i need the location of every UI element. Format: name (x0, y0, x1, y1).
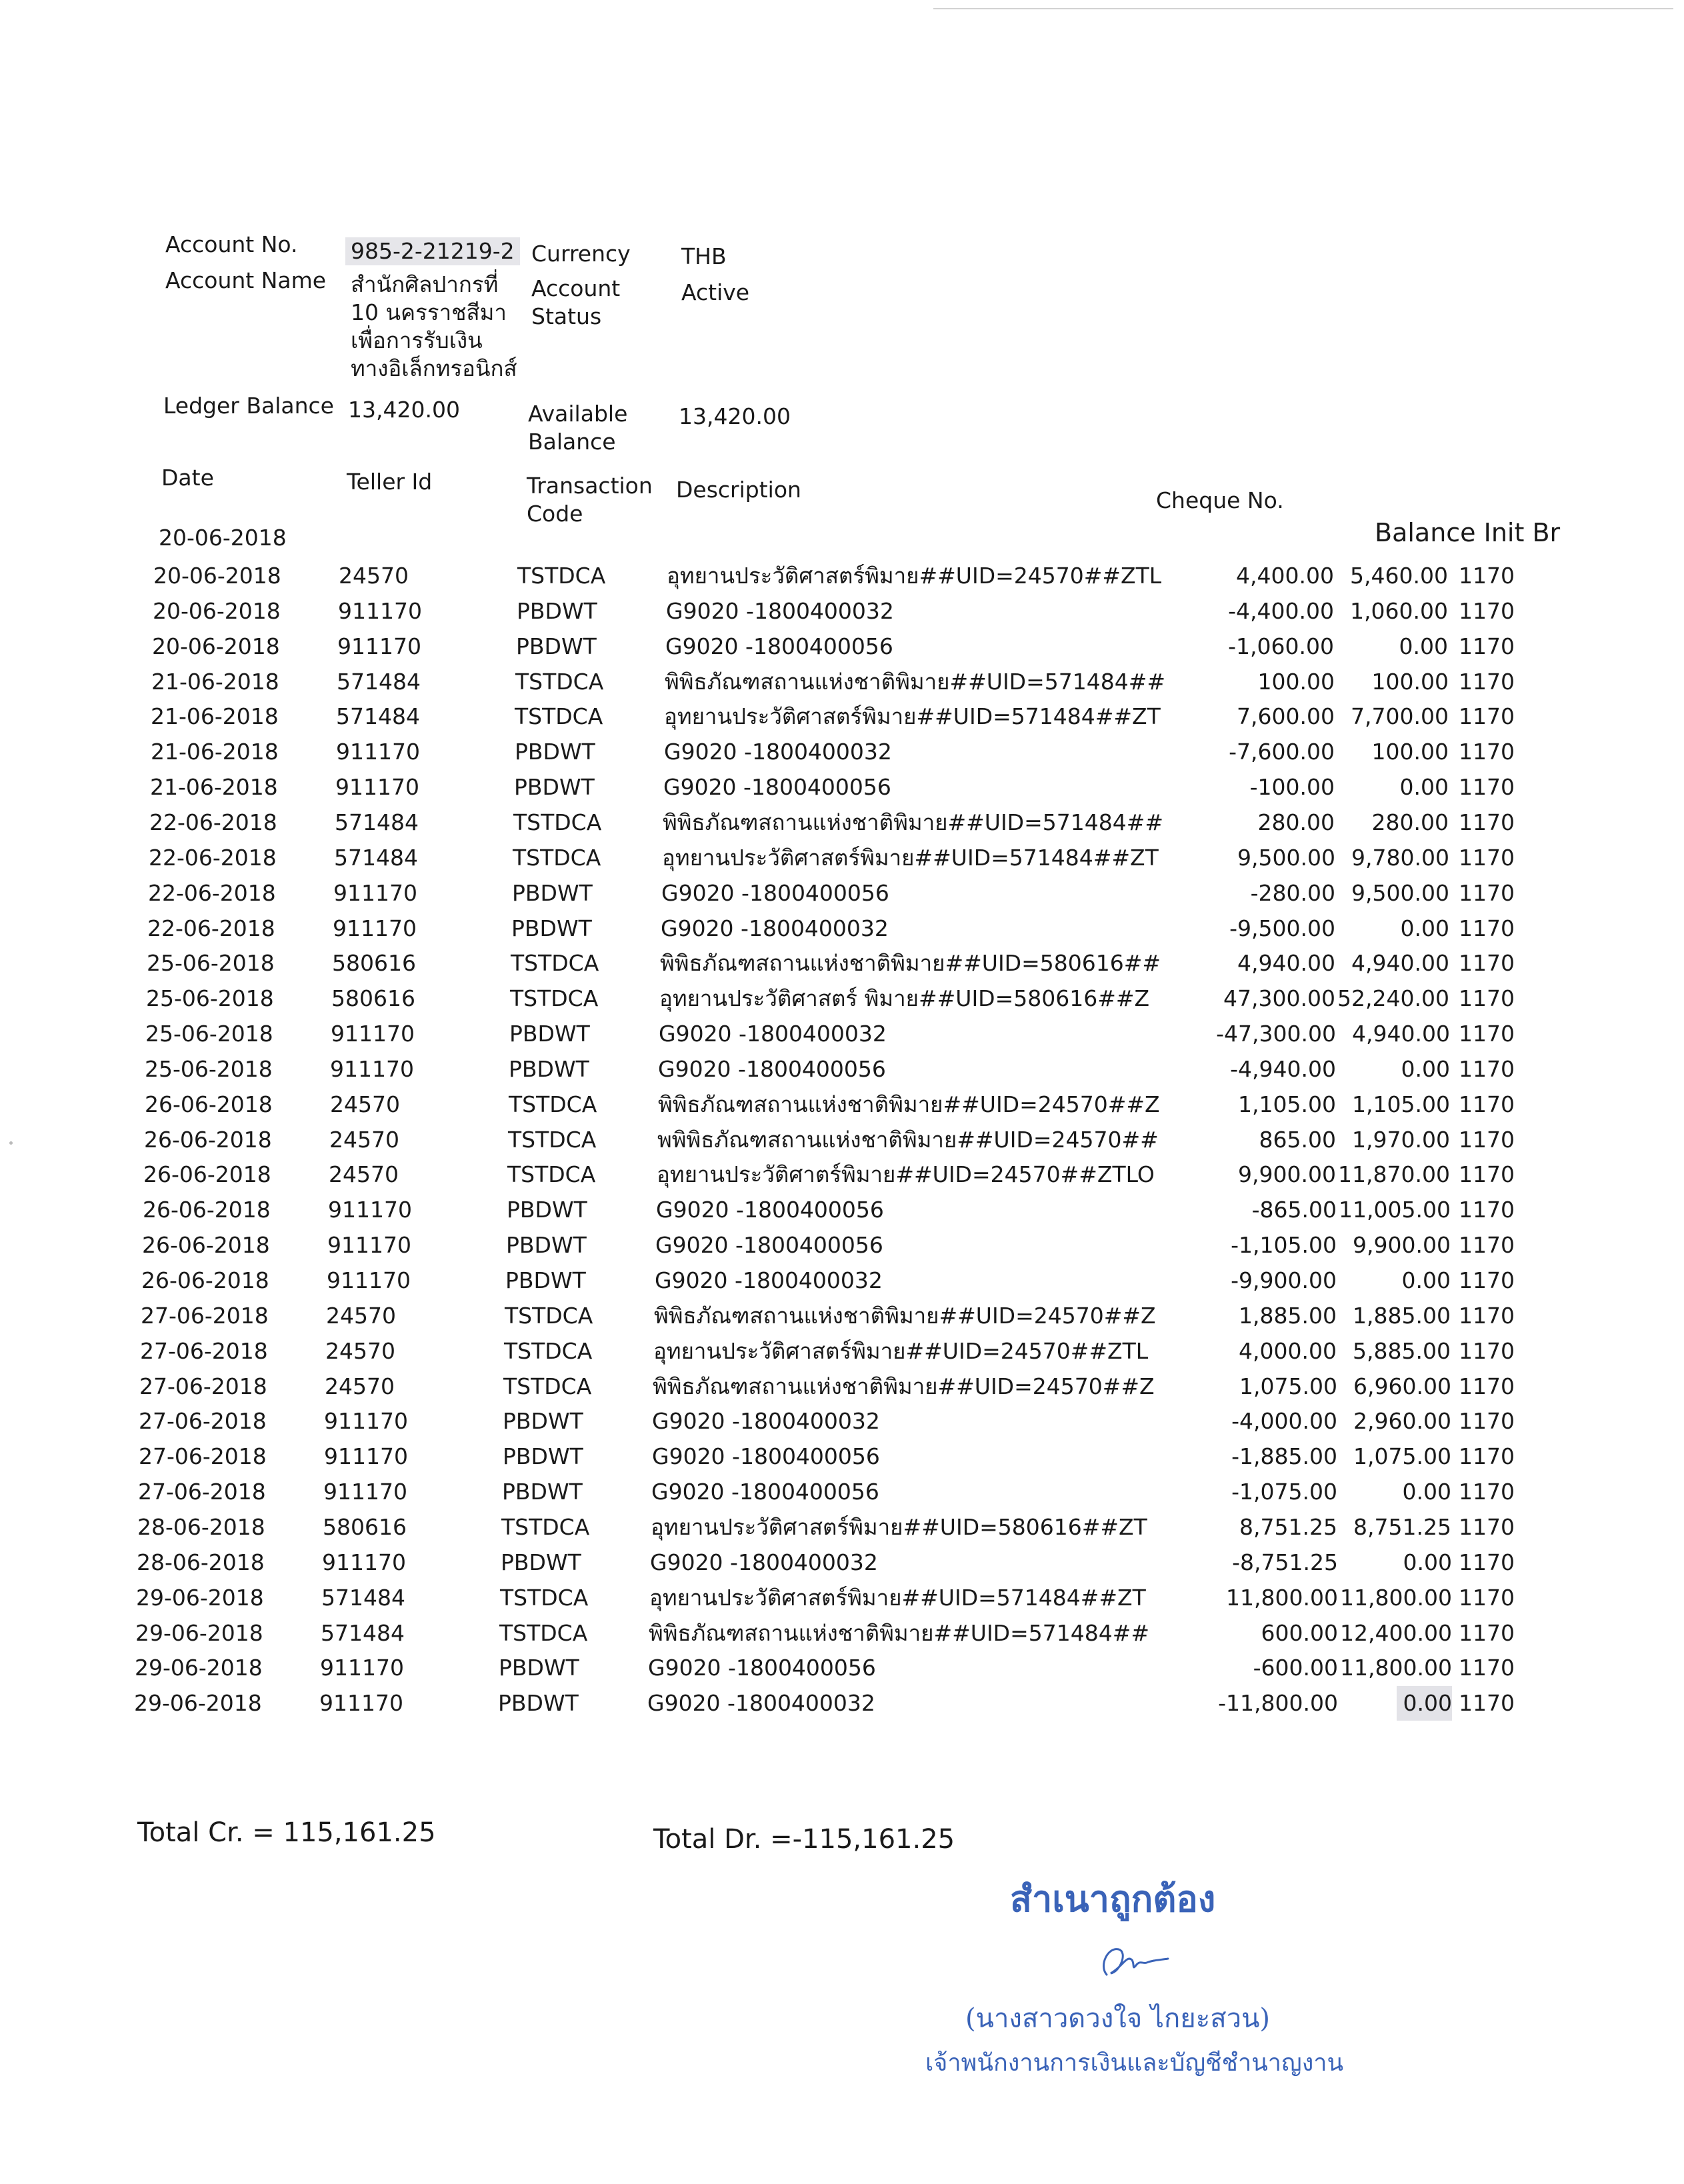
column-header-transaction-code-line-1: Transaction (527, 473, 653, 499)
row-amount: -4,400.00 (1228, 598, 1334, 624)
column-header-transaction-code-line-2: Code (527, 501, 583, 527)
row-description: G9020 -1800400056 (648, 1655, 876, 1681)
account-name-line-2: 10 นครราชสีมา (351, 299, 507, 325)
row-teller-id: 571484 (337, 669, 421, 695)
row-init-br: 1170 (1459, 739, 1515, 765)
row-amount: 4,940.00 (1237, 950, 1335, 976)
row-teller-id: 911170 (327, 1267, 411, 1293)
row-balance: 0.00 (1401, 1056, 1450, 1082)
row-init-br: 1170 (1459, 1127, 1515, 1153)
table-row (0, 946, 1684, 981)
row-transaction-code: TSTDCA (500, 1585, 589, 1611)
row-date: 26-06-2018 (142, 1232, 270, 1258)
row-init-br: 1170 (1459, 1479, 1515, 1505)
row-init-br: 1170 (1459, 845, 1515, 871)
table-row (0, 1686, 1684, 1721)
row-init-br: 1170 (1459, 1514, 1515, 1540)
row-init-br: 1170 (1459, 669, 1515, 695)
row-balance: 11,005.00 (1339, 1197, 1451, 1223)
row-init-br: 1170 (1459, 1056, 1515, 1082)
row-teller-id: 911170 (324, 1443, 408, 1469)
column-header-cheque-no: Cheque No. (1156, 487, 1284, 513)
available-balance-label-line-2: Balance (528, 429, 616, 455)
row-amount: 47,300.00 (1223, 985, 1335, 1011)
table-row (0, 1123, 1684, 1157)
row-date: 25-06-2018 (147, 950, 275, 976)
row-balance: 4,940.00 (1351, 950, 1449, 976)
row-amount: -7,600.00 (1229, 739, 1335, 765)
row-balance: 9,900.00 (1353, 1232, 1451, 1258)
row-transaction-code: PBDWT (499, 1655, 579, 1681)
row-amount: -9,900.00 (1231, 1267, 1337, 1293)
table-row (0, 1193, 1684, 1227)
row-date: 29-06-2018 (136, 1585, 264, 1611)
row-date: 20-06-2018 (153, 598, 281, 624)
account-status-label-line-2: Status (531, 303, 602, 329)
row-transaction-code: PBDWT (511, 915, 592, 941)
row-amount: -865.00 (1251, 1197, 1337, 1223)
row-date: 27-06-2018 (139, 1408, 267, 1434)
row-description: G9020 -1800400056 (656, 1197, 884, 1223)
table-row (0, 594, 1684, 629)
row-amount: 4,000.00 (1239, 1338, 1337, 1364)
row-teller-id: 911170 (331, 1021, 415, 1047)
row-teller-id: 911170 (320, 1655, 404, 1681)
table-row (0, 1404, 1684, 1439)
row-transaction-code: TSTDCA (505, 1303, 593, 1329)
currency-label: Currency (531, 241, 631, 267)
row-date: 26-06-2018 (141, 1267, 269, 1293)
row-transaction-code: PBDWT (515, 739, 595, 765)
row-description: G9020 -1800400056 (651, 1479, 879, 1505)
row-balance: 100.00 (1371, 739, 1449, 765)
table-row (0, 1228, 1684, 1263)
row-description: พิพิธภัณฑสถานแห่งชาติพิมาย##UID=580616## (660, 950, 1161, 976)
row-teller-id: 911170 (328, 1197, 412, 1223)
account-no-label: Account No. (165, 231, 298, 257)
row-teller-id: 24570 (326, 1303, 396, 1329)
row-amount: 865.00 (1259, 1127, 1336, 1153)
row-amount: 7,600.00 (1237, 703, 1335, 729)
row-transaction-code: PBDWT (501, 1549, 581, 1575)
row-teller-id: 911170 (323, 1479, 407, 1505)
row-teller-id: 571484 (336, 703, 420, 729)
row-balance: 7,700.00 (1351, 703, 1449, 729)
signatory-name: (นางสาวดวงใจ ไกยะสวน) (965, 2003, 1271, 2034)
row-transaction-code: TSTDCA (511, 950, 599, 976)
row-init-br: 1170 (1459, 880, 1515, 906)
row-transaction-code: TSTDCA (501, 1514, 590, 1540)
row-date: 25-06-2018 (145, 1021, 273, 1047)
row-balance: 9,500.00 (1351, 880, 1449, 906)
row-teller-id: 911170 (327, 1232, 411, 1258)
row-init-br: 1170 (1459, 1443, 1515, 1469)
row-teller-id: 911170 (335, 774, 419, 800)
row-transaction-code: TSTDCA (508, 1127, 597, 1153)
signatory-position: เจ้าพนักงานการเงินและบัญชีชำนาญงาน (925, 2049, 1344, 2077)
row-description: G9020 -1800400056 (658, 1056, 886, 1082)
table-row (0, 1439, 1684, 1474)
row-init-br: 1170 (1459, 563, 1515, 589)
scan-edge-line (933, 8, 1673, 9)
row-init-br: 1170 (1459, 915, 1515, 941)
row-balance: 100.00 (1371, 669, 1449, 695)
row-balance: 0.00 (1403, 1549, 1452, 1575)
row-description: G9020 -1800400056 (661, 880, 889, 906)
account-name-line-1: สำนักศิลปากรที่ (351, 271, 499, 297)
column-header-description: Description (676, 477, 801, 503)
row-init-br: 1170 (1459, 950, 1515, 976)
row-teller-id: 24570 (329, 1161, 399, 1187)
row-description: G9020 -1800400056 (663, 774, 891, 800)
row-init-br: 1170 (1459, 1161, 1515, 1187)
account-no-value: 985-2-21219-2 (345, 237, 520, 265)
row-description: พิพิธภัณฑสถานแห่งชาติพิมาย##UID=24570##Z (653, 1373, 1155, 1399)
row-balance: 280.00 (1371, 809, 1449, 835)
row-transaction-code: TSTDCA (515, 669, 604, 695)
row-init-br: 1170 (1459, 809, 1515, 835)
row-amount: -1,060.00 (1228, 633, 1334, 659)
row-date: 27-06-2018 (139, 1373, 267, 1399)
table-row (0, 735, 1684, 769)
row-description: พพิพิธภัณฑสถานแห่งชาติพิมาย##UID=24570## (657, 1127, 1159, 1153)
row-amount: 600.00 (1261, 1620, 1338, 1646)
row-amount: 8,751.25 (1239, 1514, 1337, 1540)
row-transaction-code: TSTDCA (513, 845, 601, 871)
row-teller-id: 911170 (336, 739, 420, 765)
row-description: G9020 -1800400032 (655, 1267, 883, 1293)
row-date: 20-06-2018 (153, 563, 281, 589)
row-balance: 0.00 (1399, 774, 1449, 800)
row-teller-id: 911170 (319, 1690, 403, 1716)
ledger-balance-value: 13,420.00 (348, 397, 460, 423)
row-description: พิพิธภัณฑสถานแห่งชาติพิมาย##UID=571484## (665, 669, 1166, 695)
row-transaction-code: TSTDCA (503, 1373, 592, 1399)
row-teller-id: 580616 (332, 950, 416, 976)
table-row (0, 1087, 1684, 1122)
row-balance: 5,885.00 (1353, 1338, 1451, 1364)
row-date: 27-06-2018 (138, 1479, 266, 1505)
column-header-balance-init-br: Balance Init Br (1375, 518, 1561, 547)
row-amount: -4,000.00 (1231, 1408, 1337, 1434)
opening-date: 20-06-2018 (159, 525, 287, 551)
row-teller-id: 911170 (337, 633, 421, 659)
row-amount: -600.00 (1253, 1655, 1338, 1681)
row-balance: 1,885.00 (1353, 1303, 1451, 1329)
row-transaction-code: PBDWT (502, 1479, 583, 1505)
row-description: G9020 -1800400032 (666, 598, 894, 624)
row-amount: -47,300.00 (1216, 1021, 1336, 1047)
row-date: 27-06-2018 (140, 1338, 268, 1364)
row-amount: 11,800.00 (1226, 1585, 1338, 1611)
row-amount: 1,075.00 (1239, 1373, 1337, 1399)
row-amount: 9,900.00 (1238, 1161, 1336, 1187)
row-amount: 1,105.00 (1238, 1091, 1336, 1117)
row-date: 26-06-2018 (145, 1091, 273, 1117)
row-description: พิพิธภัณฑสถานแห่งชาติพิมาย##UID=571484## (649, 1620, 1150, 1646)
signature (1093, 1940, 1180, 1987)
row-amount: -100.00 (1249, 774, 1335, 800)
row-balance: 0.00 (1401, 1267, 1451, 1293)
row-date: 27-06-2018 (139, 1443, 267, 1469)
row-date: 29-06-2018 (134, 1690, 262, 1716)
row-teller-id: 911170 (333, 880, 417, 906)
total-credit: Total Cr. = 115,161.25 (137, 1817, 436, 1848)
account-status-value: Active (681, 279, 750, 305)
row-date: 26-06-2018 (143, 1161, 271, 1187)
table-row (0, 1651, 1684, 1685)
row-amount: -1,885.00 (1231, 1443, 1337, 1469)
row-balance: 11,800.00 (1340, 1585, 1452, 1611)
table-row (0, 981, 1684, 1016)
total-debit: Total Dr. =-115,161.25 (653, 1824, 955, 1855)
row-transaction-code: PBDWT (507, 1197, 587, 1223)
row-balance: 0.00 (1397, 1686, 1452, 1721)
row-description: G9020 -1800400032 (664, 739, 892, 765)
row-balance: 1,105.00 (1352, 1091, 1450, 1117)
row-amount: 4,400.00 (1236, 563, 1334, 589)
table-row (0, 1510, 1684, 1545)
row-teller-id: 571484 (321, 1620, 405, 1646)
row-balance: 2,960.00 (1353, 1408, 1451, 1434)
row-date: 21-06-2018 (151, 669, 279, 695)
row-description: G9020 -1800400056 (665, 633, 893, 659)
row-amount: 1,885.00 (1239, 1303, 1337, 1329)
row-description: G9020 -1800400032 (652, 1408, 880, 1434)
row-transaction-code: TSTDCA (509, 1091, 597, 1117)
row-init-br: 1170 (1459, 1549, 1515, 1575)
row-date: 22-06-2018 (147, 915, 275, 941)
row-description: อุทยานประวัติศาสตร์พิมาย##UID=24570##ZTL (653, 1338, 1149, 1364)
row-teller-id: 24570 (329, 1127, 399, 1153)
row-transaction-code: PBDWT (512, 880, 593, 906)
currency-value: THB (681, 243, 727, 269)
row-description: พิพิธภัณฑสถานแห่งชาติพิมาย##UID=24570##Z (654, 1303, 1156, 1329)
row-transaction-code: TSTDCA (507, 1161, 596, 1187)
row-init-br: 1170 (1459, 1197, 1515, 1223)
row-init-br: 1170 (1459, 1620, 1515, 1646)
table-row (0, 911, 1684, 946)
row-teller-id: 24570 (339, 563, 409, 589)
row-transaction-code: TSTDCA (510, 985, 599, 1011)
row-description: G9020 -1800400032 (650, 1549, 878, 1575)
row-transaction-code: TSTDCA (515, 703, 603, 729)
row-amount: -8,751.25 (1232, 1549, 1338, 1575)
table-row (0, 665, 1684, 699)
row-date: 26-06-2018 (144, 1127, 272, 1153)
table-row (0, 770, 1684, 805)
row-init-br: 1170 (1459, 1338, 1515, 1364)
row-teller-id: 911170 (338, 598, 422, 624)
row-description: G9020 -1800400032 (659, 1021, 887, 1047)
row-description: อุทยานประวัติศาสตร์พิมาย##UID=24570##ZTL (667, 563, 1162, 589)
row-init-br: 1170 (1459, 1303, 1515, 1329)
row-teller-id: 571484 (335, 809, 419, 835)
row-init-br: 1170 (1459, 1373, 1515, 1399)
row-date: 29-06-2018 (135, 1655, 263, 1681)
row-balance: 1,060.00 (1350, 598, 1448, 624)
row-description: พิพิธภัณฑสถานแห่งชาติพิมาย##UID=571484## (663, 809, 1164, 835)
row-init-br: 1170 (1459, 985, 1515, 1011)
row-transaction-code: PBDWT (514, 774, 595, 800)
row-date: 22-06-2018 (148, 880, 276, 906)
row-init-br: 1170 (1459, 1267, 1515, 1293)
row-balance: 11,870.00 (1338, 1161, 1450, 1187)
row-balance: 4,940.00 (1352, 1021, 1450, 1047)
table-row (0, 805, 1684, 840)
row-date: 22-06-2018 (149, 845, 277, 871)
table-row (0, 559, 1684, 593)
row-init-br: 1170 (1459, 774, 1515, 800)
account-status-label-line-1: Account (531, 275, 621, 301)
row-description: พิพิธภัณฑสถานแห่งชาติพิมาย##UID=24570##Z (658, 1091, 1160, 1117)
table-row (0, 1334, 1684, 1369)
row-description: อุทยานประวัติศาสตร์พิมาย##UID=580616##ZT (651, 1514, 1147, 1540)
row-init-br: 1170 (1459, 1408, 1515, 1434)
row-transaction-code: TSTDCA (499, 1620, 588, 1646)
row-description: อุทยานประวัติศาตร์พิมาย##UID=24570##ZTLO (657, 1161, 1155, 1187)
row-teller-id: 911170 (322, 1549, 406, 1575)
ledger-balance-label: Ledger Balance (163, 393, 334, 419)
row-description: G9020 -1800400032 (661, 915, 889, 941)
row-init-br: 1170 (1459, 1091, 1515, 1117)
table-row (0, 1263, 1684, 1298)
row-balance: 8,751.25 (1353, 1514, 1451, 1540)
row-balance: 0.00 (1402, 1479, 1451, 1505)
row-balance: 12,400.00 (1340, 1620, 1452, 1646)
row-transaction-code: PBDWT (509, 1056, 589, 1082)
row-amount: 100.00 (1257, 669, 1335, 695)
row-transaction-code: PBDWT (516, 633, 597, 659)
row-date: 21-06-2018 (151, 703, 279, 729)
row-balance: 0.00 (1399, 633, 1448, 659)
row-description: อุทยานประวัติศาสตร์ พิมาย##UID=580616##Z (659, 985, 1150, 1011)
table-row (0, 1616, 1684, 1651)
row-description: อุทยานประวัติศาสตร์พิมาย##UID=571484##ZT (664, 703, 1161, 729)
row-description: G9020 -1800400032 (647, 1690, 875, 1716)
row-amount: 9,500.00 (1237, 845, 1335, 871)
available-balance-label-line-1: Available (528, 401, 628, 427)
row-init-br: 1170 (1459, 598, 1515, 624)
row-balance: 9,780.00 (1351, 845, 1449, 871)
row-teller-id: 580616 (323, 1514, 407, 1540)
available-balance-value: 13,420.00 (679, 403, 791, 429)
row-amount: -1,075.00 (1231, 1479, 1337, 1505)
table-row (0, 876, 1684, 911)
row-balance: 52,240.00 (1337, 985, 1449, 1011)
row-balance: 1,075.00 (1353, 1443, 1451, 1469)
row-teller-id: 24570 (325, 1373, 395, 1399)
row-transaction-code: PBDWT (509, 1021, 590, 1047)
row-description: อุทยานประวัติศาสตร์พิมาย##UID=571484##ZT (649, 1585, 1146, 1611)
row-transaction-code: PBDWT (505, 1267, 586, 1293)
table-row (0, 1369, 1684, 1404)
account-name-label: Account Name (165, 267, 327, 293)
row-transaction-code: PBDWT (498, 1690, 579, 1716)
row-balance: 5,460.00 (1350, 563, 1448, 589)
row-balance: 0.00 (1400, 915, 1449, 941)
row-date: 27-06-2018 (141, 1303, 269, 1329)
row-teller-id: 24570 (330, 1091, 400, 1117)
row-date: 25-06-2018 (145, 1056, 273, 1082)
row-description: G9020 -1800400056 (655, 1232, 883, 1258)
row-transaction-code: PBDWT (506, 1232, 587, 1258)
certified-copy-stamp: สำเนาถูกต้อง (1010, 1877, 1216, 1920)
row-date: 21-06-2018 (151, 739, 279, 765)
table-row (0, 1157, 1684, 1192)
row-date: 28-06-2018 (137, 1514, 265, 1540)
row-teller-id: 911170 (330, 1056, 414, 1082)
row-init-br: 1170 (1459, 633, 1515, 659)
row-transaction-code: PBDWT (503, 1443, 583, 1469)
account-name-line-3: เพื่อการรับเงิน (351, 327, 483, 353)
table-row (0, 1299, 1684, 1333)
account-name-line-4: ทางอิเล็กทรอนิกส์ (351, 355, 517, 381)
row-teller-id: 911170 (333, 915, 417, 941)
row-init-br: 1170 (1459, 703, 1515, 729)
row-transaction-code: TSTDCA (504, 1338, 593, 1364)
row-amount: -1,105.00 (1231, 1232, 1337, 1258)
row-date: 28-06-2018 (137, 1549, 265, 1575)
table-row (0, 841, 1684, 875)
row-date: 26-06-2018 (143, 1197, 271, 1223)
column-header-teller-id: Teller Id (347, 469, 433, 495)
row-amount: -4,940.00 (1230, 1056, 1336, 1082)
row-transaction-code: PBDWT (503, 1408, 583, 1434)
row-transaction-code: PBDWT (517, 598, 597, 624)
row-teller-id: 24570 (325, 1338, 395, 1364)
row-transaction-code: TSTDCA (517, 563, 606, 589)
row-teller-id: 571484 (321, 1585, 405, 1611)
row-description: G9020 -1800400056 (652, 1443, 880, 1469)
row-amount: -280.00 (1250, 880, 1335, 906)
row-date: 22-06-2018 (149, 809, 277, 835)
row-transaction-code: TSTDCA (513, 809, 602, 835)
row-teller-id: 580616 (331, 985, 415, 1011)
row-date: 20-06-2018 (152, 633, 280, 659)
table-row (0, 1545, 1684, 1580)
row-init-br: 1170 (1459, 1232, 1515, 1258)
table-row (0, 1052, 1684, 1087)
row-teller-id: 911170 (324, 1408, 408, 1434)
row-init-br: 1170 (1459, 1021, 1515, 1047)
row-balance: 6,960.00 (1353, 1373, 1451, 1399)
row-amount: -9,500.00 (1229, 915, 1335, 941)
row-description: อุทยานประวัติศาสตร์พิมาย##UID=571484##ZT (662, 845, 1159, 871)
row-balance: 1,970.00 (1352, 1127, 1450, 1153)
row-amount: 280.00 (1257, 809, 1335, 835)
row-balance: 11,800.00 (1340, 1655, 1452, 1681)
row-date: 21-06-2018 (150, 774, 278, 800)
row-date: 25-06-2018 (146, 985, 274, 1011)
row-init-br: 1170 (1459, 1655, 1515, 1681)
row-amount: -11,800.00 (1218, 1690, 1338, 1716)
row-teller-id: 571484 (334, 845, 418, 871)
row-init-br: 1170 (1459, 1585, 1515, 1611)
column-header-date: Date (161, 465, 214, 491)
row-date: 29-06-2018 (135, 1620, 263, 1646)
table-row (0, 699, 1684, 734)
table-row (0, 1017, 1684, 1051)
table-row (0, 629, 1684, 664)
table-row (0, 1475, 1684, 1509)
table-row (0, 1581, 1684, 1615)
row-init-br: 1170 (1459, 1690, 1515, 1716)
